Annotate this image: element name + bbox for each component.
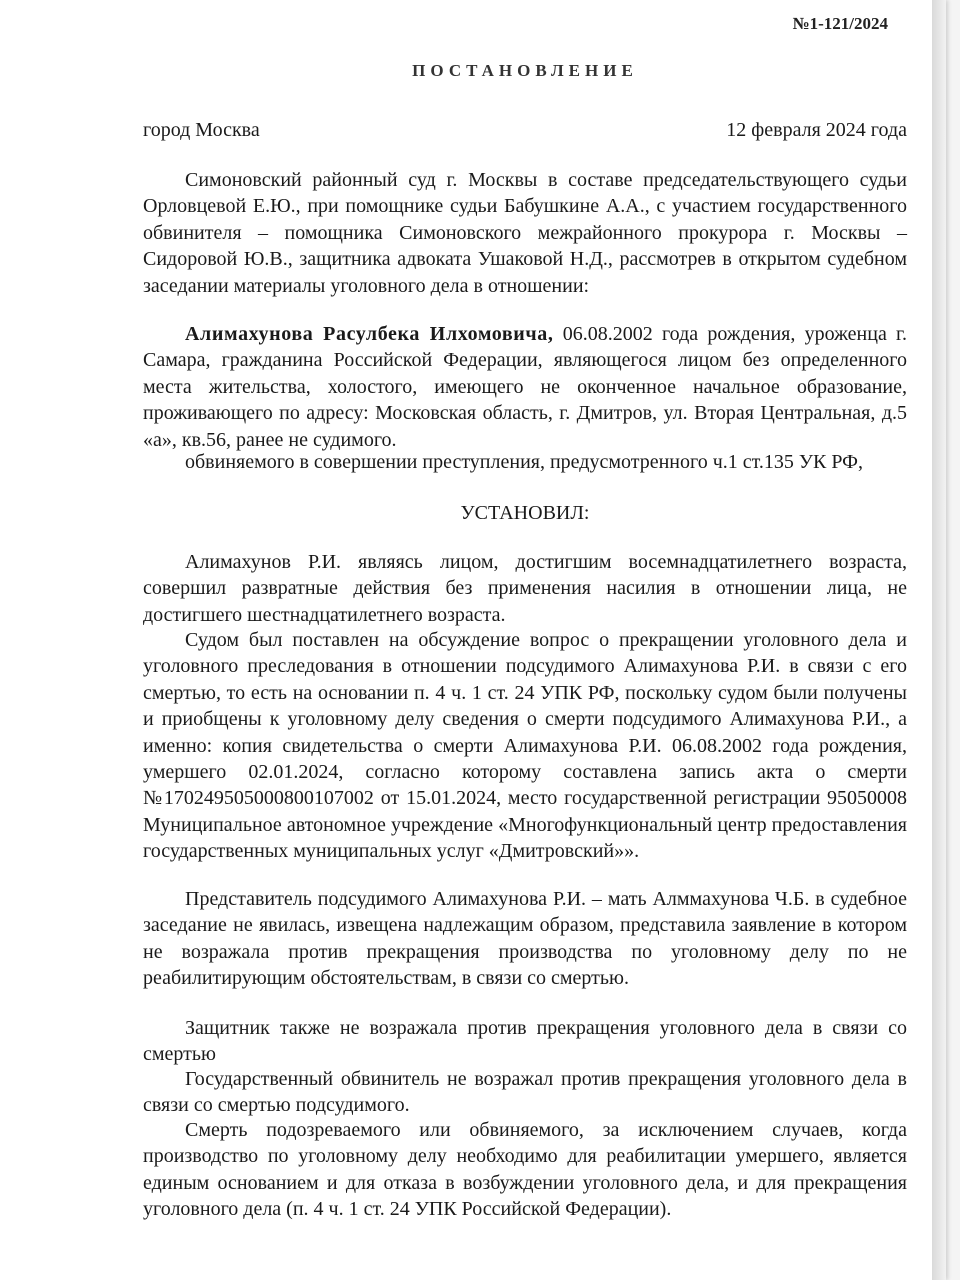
body-paragraph-6: Смерть подозреваемого или обвиняемого, за исключением случаев, когда производство по уголовному делу необходимо для реабилитации умершего, является единым основанием и для отказа в возбуждении уголовного дела, и для прекращения уголовного дела (п. 4 ч. 1 ст. 24 УПК Российской Федерации). <box>143 1119 907 1221</box>
document-date: 12 февраля 2024 года <box>726 119 907 141</box>
body-paragraph-4: Защитник также не возражала против прекращения уголовного дела в связи со смертью <box>143 1017 907 1066</box>
body-paragraph-2: Судом был поставлен на обсуждение вопрос о прекращении уголовного дела и уголовного преследования в отношении подсудимого Алимахунова Р.И. в связи с его смертью, то есть на основании п. 4 ч. 1 ст. 24 УПК РФ, поскольку судом были получены и приобщены к уголовному делу сведения о смерти подсудимого Алимахунова Р.И., а именно: копия свидетельства о смерти Алимахунова Р.И. 06.08.2002 года рождения, умершего 02.01.2024, согласно которому составлена запись акта о смерти №170249505000800107002 от 15.01.2024, место государственной регистрации 95050008 Муниципальное автономное учреждение «Многофункциональный центр предоставления государственных муниципальных услуг «Дмитровский»». <box>143 629 907 863</box>
case-number: №1-121/2024 <box>792 14 888 33</box>
body-paragraph-5: Государственный обвинитель не возражал против прекращения уголовного дела в связи со смертью подсудимого. <box>143 1068 907 1117</box>
body-paragraph-3: Представитель подсудимого Алимахунова Р.И. – мать Алммахунова Ч.Б. в судебное заседание не явилась, извещена надлежащим образом, представила заявление в котором не возражала против прекращения производства по уголовному делу по не реабилитирующим обстоятельствам, в связи со смертью. <box>143 888 907 990</box>
section-heading: УСТАНОВИЛ: <box>460 502 590 524</box>
defendant-paragraph <box>143 321 907 453</box>
page-edge-shadow <box>932 0 946 1280</box>
defendant-details: 06.08.2002 года рождения, уроженца г. Самара, гражданина Российской Федерации, являющегося лицом без определенного места жительства, холостого, имеющего не оконченное начальное образование, проживающего по адресу: Московская область, г. Дмитров, ул. Вторая Центральная, д.5 «а», кв.56, ранее не судимого. <box>143 323 907 451</box>
defendant-name: Алимахунова Расулбека Илхомовича, <box>185 323 554 345</box>
intro-paragraph: Симоновский районный суд г. Москвы в составе председательствующего судьи Орловцевой Е.Ю., при помощнике судьи Бабушкине А.А., с участием государственного обвинителя – помощника Симоновского межрайонного прокурора г. Москвы – Сидоровой Ю.В., защитника адвоката Ушаковой Н.Д., рассмотрев в открытом судебном заседании материалы уголовного дела в отношении: <box>143 169 907 297</box>
charge-paragraph: обвиняемого в совершении преступления, предусмотренного ч.1 ст.135 УК РФ, <box>185 451 863 473</box>
document-title: ПОСТАНОВЛЕНИЕ <box>412 61 638 80</box>
place-date-line <box>143 117 907 143</box>
body-paragraph-1: Алимахунов Р.И. являясь лицом, достигшим восемнадцатилетнего возраста, совершил развратные действия без применения насилия в отношении лица, не достигшего шестнадцатилетнего возраста. <box>143 551 907 626</box>
city: город Москва <box>143 119 260 141</box>
